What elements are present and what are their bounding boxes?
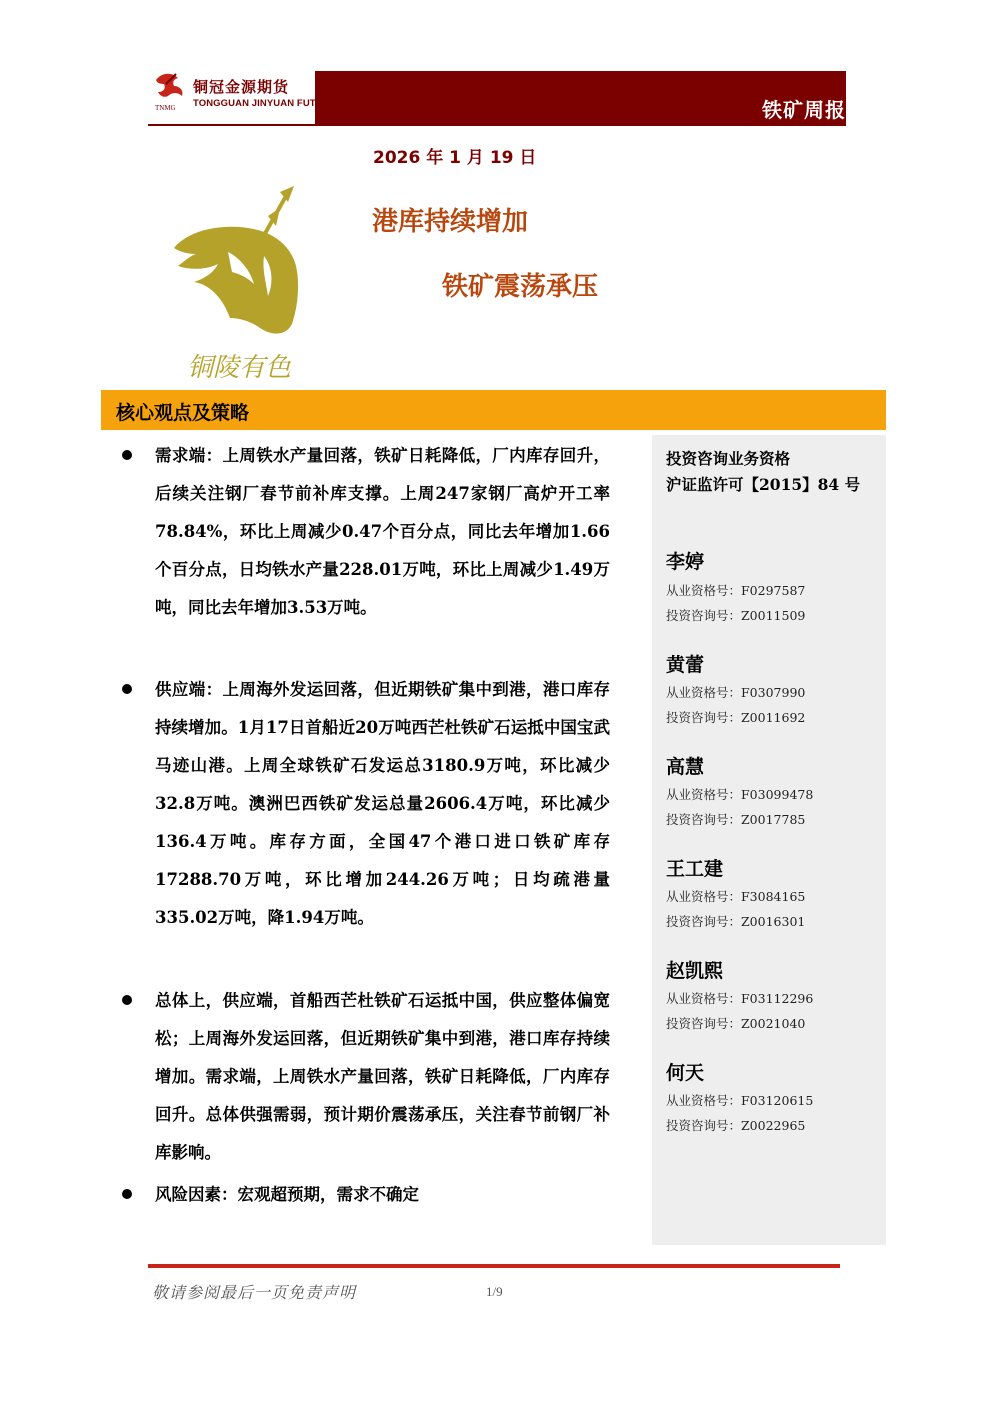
bullet-dot	[122, 684, 132, 694]
emblem-icon	[168, 186, 310, 386]
report-title-line-1: 港库持续增加	[372, 207, 529, 237]
analyst-practice-id: 从业资格号：F3084165	[666, 889, 806, 904]
analyst-consult-id: 投资咨询号：Z0017785	[666, 812, 806, 827]
analyst-name: 何天	[666, 1062, 705, 1084]
analyst-consult-id: 投资咨询号：Z0011509	[666, 608, 806, 623]
footer-disclaimer: 敬请参阅最后一页免责声明	[152, 1283, 357, 1302]
bullet-dot	[122, 1189, 132, 1199]
analyst-name: 李婷	[666, 551, 705, 573]
report-date: 2026 年 1 月 19 日	[373, 148, 537, 168]
analyst-practice-id: 从业资格号：F03112296	[666, 991, 814, 1006]
analyst-practice-id: 从业资格号：F03099478	[666, 787, 814, 802]
analyst-name: 赵凯熙	[666, 960, 724, 982]
header-underline	[148, 124, 846, 126]
report-type: 铁矿周报	[762, 98, 846, 122]
bullet-dot	[122, 450, 132, 460]
analyst-name: 高慧	[666, 756, 705, 778]
analyst-practice-id: 从业资格号：F03120615	[666, 1093, 814, 1108]
section-title: 核心观点及策略	[116, 402, 250, 424]
bullet-demand: 需求端：上周铁水产量回落，铁矿日耗降低，厂内库存回升，后续关注钢厂春节前补库支撑。上周247家钢厂高炉开工率78.84%，环比上周减少0.47个百分点，同比去年增加1.66个百分点，日均铁水产量228.01万吨，环比上周减少1.49万吨，同比去年增加3.53万吨。	[155, 446, 610, 617]
license-title: 投资咨询业务资格	[666, 449, 791, 468]
report-title-line-2: 铁矿震荡承压	[442, 272, 599, 302]
bullet-risk: 风险因素：宏观超预期，需求不确定	[155, 1185, 419, 1204]
license-number: 沪证监许可【2015】84 号	[666, 475, 861, 494]
analyst-consult-id: 投资咨询号：Z0021040	[666, 1016, 806, 1031]
analyst-consult-id: 投资咨询号：Z0011692	[666, 710, 806, 725]
analyst-name: 王工建	[666, 858, 724, 880]
company-name-en: TONGGUAN JINYUAN FUTURES	[193, 98, 343, 109]
footer-rule	[148, 1264, 840, 1268]
emblem-calligraphy: 铜陵有色	[186, 353, 292, 383]
analyst-consult-id: 投资咨询号：Z0022965	[666, 1118, 806, 1133]
bullet-summary: 总体上，供应端，首船西芒杜铁矿石运抵中国，供应整体偏宽松；上周海外发运回落，但近期铁矿集中到港，港口库存持续增加。需求端，上周铁水产量回落，铁矿日耗降低，厂内库存回升。总体供强需弱，预计期价震荡承压，关注春节前钢厂补库影响。	[155, 991, 610, 1162]
company-abbr: TNMG	[155, 104, 176, 112]
analyst-name: 黄蕾	[666, 654, 705, 676]
bullet-supply: 供应端：上周海外发运回落，但近期铁矿集中到港，港口库存持续增加。1月17日首船近20万吨西芒杜铁矿石运抵中国宝武马迹山港。上周全球铁矿石发运总3180.9万吨，环比减少32.8万吨。澳洲巴西铁矿发运总量2606.4万吨，环比减少136.4万吨。库存方面，全国47个港口进口铁矿库存17288.70万吨，环比增加244.26万吨；日均疏港量335.02万吨，降1.94万吨。	[155, 680, 610, 927]
company-name-cn: 铜冠金源期货	[193, 78, 290, 96]
analyst-practice-id: 从业资格号：F0307990	[666, 685, 806, 700]
analyst-practice-id: 从业资格号：F0297587	[666, 583, 806, 598]
analyst-consult-id: 投资咨询号：Z0016301	[666, 914, 806, 929]
page-number: 1/9	[486, 1284, 503, 1299]
bullet-dot	[122, 995, 132, 1005]
